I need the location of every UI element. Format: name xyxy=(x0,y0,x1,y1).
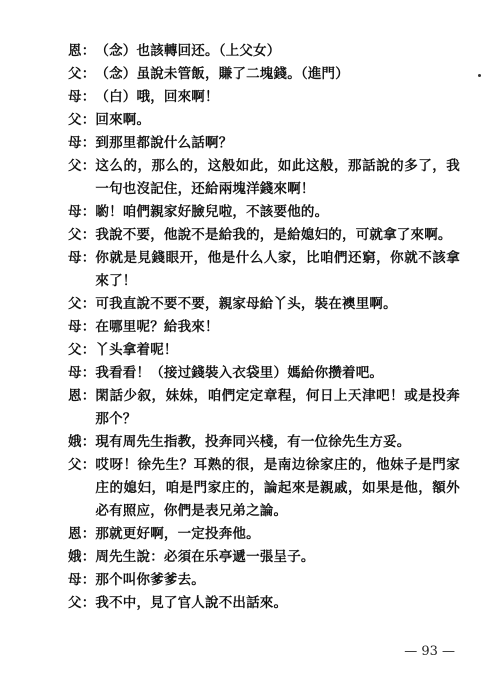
speaker-label: 母： xyxy=(68,204,96,220)
speaker-label: 母： xyxy=(68,89,96,105)
speaker-label: 父： xyxy=(68,296,96,312)
speech-text: 我說不要，他說不是給我的，是給媳妇的，可就拿了來啊。 xyxy=(95,227,452,243)
speech-text: 我看看！（接过錢裝入衣袋里）媽給你攒着吧。 xyxy=(95,365,384,381)
speech-text: 現有周先生指教，投奔同兴棧，有一位徐先生方妥。 xyxy=(95,434,411,450)
speech-text: 那就更好啊，一定投奔他。 xyxy=(95,526,260,542)
speech-text: 你就是見錢眼开，他是什么人家，比咱們还窮，你就不該拿來了！ xyxy=(95,250,460,289)
speaker-label: 娥： xyxy=(68,434,96,450)
speaker-label: 父： xyxy=(68,342,96,358)
speaker-label: 母： xyxy=(68,135,96,151)
page-number: — 93 — xyxy=(404,644,455,659)
speaker-label: 父： xyxy=(68,595,96,611)
dialogue-block xyxy=(68,40,460,615)
speech-text: 到那里都說什么話啊？ xyxy=(95,135,233,151)
speaker-label: 父： xyxy=(68,158,96,174)
speech-text: 回來啊。 xyxy=(95,112,151,128)
speech-text: （白）哦，回來啊！ xyxy=(95,89,219,105)
speech-text: 閑話少叙，妹妹，咱們定定章程，何日上天津吧！或是投奔那个？ xyxy=(95,388,460,427)
dialogue-line xyxy=(68,293,460,316)
dialogue-line xyxy=(68,86,460,109)
dialogue-line xyxy=(68,523,460,546)
margin-mark xyxy=(478,74,481,77)
dialogue-line xyxy=(68,201,460,224)
speech-text: 哎呀！徐先生？耳熟的很，是南边徐家庄的，他妹子是門家庄的媳妇，咱是門家庄的，論起來是親戚，如果是他，額外必有照应，你們是表兄弟之論。 xyxy=(95,457,460,519)
dialogue-line xyxy=(68,224,460,247)
dialogue-line xyxy=(68,132,460,155)
speech-text: （念）虽說未管飯，賺了二塊錢。（進門） xyxy=(95,66,349,82)
speech-text: 喲！咱們親家好臉兒啦，不該要他的。 xyxy=(95,204,329,220)
dialogue-line xyxy=(68,63,460,86)
dialogue-line xyxy=(68,40,460,63)
speaker-label: 恩： xyxy=(68,526,96,542)
speaker-label: 母： xyxy=(68,319,96,335)
speaker-label: 娥： xyxy=(68,549,96,565)
dialogue-line xyxy=(68,592,460,615)
speech-text: 那个叫你爹爹去。 xyxy=(95,572,206,588)
speech-text: 我不中，見了官人說不出話來。 xyxy=(95,595,288,611)
speech-text: 丫头拿着呢！ xyxy=(95,342,178,358)
dialogue-line xyxy=(68,155,460,201)
dialogue-line xyxy=(68,247,460,293)
speech-text: 周先生說：必須在乐亭遞一張呈子。 xyxy=(95,549,315,565)
dialogue-line xyxy=(68,546,460,569)
speaker-label: 父： xyxy=(68,227,96,243)
dialogue-line xyxy=(68,316,460,339)
speech-text: 在哪里呢？給我來！ xyxy=(95,319,219,335)
speaker-label: 母： xyxy=(68,365,96,381)
dialogue-line xyxy=(68,385,460,431)
dialogue-line xyxy=(68,109,460,132)
dialogue-line xyxy=(68,339,460,362)
speech-text: （念）也該轉回还。（上父女） xyxy=(95,43,281,59)
speaker-label: 母： xyxy=(68,572,96,588)
speaker-label: 恩： xyxy=(68,43,96,59)
speaker-label: 父： xyxy=(68,112,96,128)
dialogue-line xyxy=(68,454,460,523)
speech-text: 这么的，那么的，这般如此，如此这般，那話說的多了，我一句也沒記住，还給兩塊洋錢來啊！ xyxy=(95,158,460,197)
dialogue-line xyxy=(68,362,460,385)
speech-text: 可我直說不要不要，親家母給丫头，裝在襖里啊。 xyxy=(95,296,397,312)
speaker-label: 恩： xyxy=(68,388,96,404)
speaker-label: 母： xyxy=(68,250,96,266)
dialogue-line xyxy=(68,569,460,592)
dialogue-line xyxy=(68,431,460,454)
speaker-label: 父： xyxy=(68,457,96,473)
speaker-label: 父： xyxy=(68,66,96,82)
